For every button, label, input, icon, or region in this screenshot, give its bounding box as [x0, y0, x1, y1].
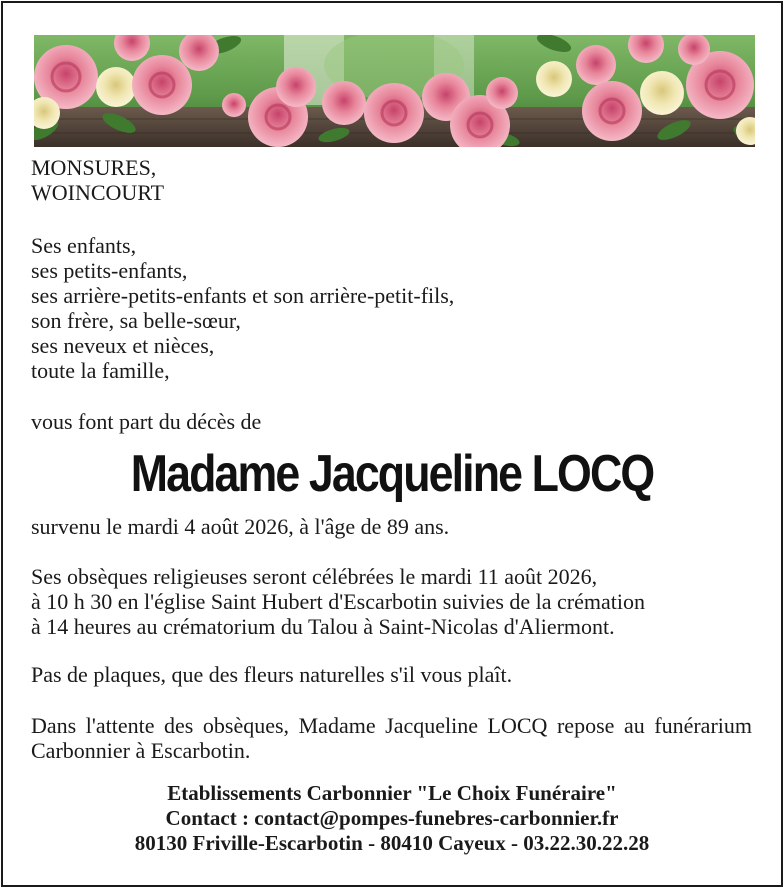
flowers-notice-line: Pas de plaques, que des fleurs naturelles s'il vous plaît.	[31, 662, 513, 687]
footer-company: Etablissements Carbonnier "Le Choix Funéraire"	[167, 781, 617, 805]
death-info-line: survenu le mardi 4 août 2026, à l'âge de 89 ans.	[31, 514, 450, 539]
location-line-1: MONSURES,	[31, 155, 157, 180]
announcement-text	[31, 409, 261, 434]
family-line-4: son frère, sa belle-sœur,	[31, 308, 241, 333]
footer-contact: Contact : contact@pompes-funebres-carbonnier.fr	[165, 806, 619, 830]
ceremony-line-2: à 10 h 30 en l'église Saint Hubert d'Escarbotin suivies de la crémation	[31, 589, 645, 614]
flowers-notice	[31, 662, 512, 687]
ceremony-info	[31, 564, 645, 639]
announcement-line: vous font part du décès de	[31, 409, 262, 434]
floral-banner-image	[34, 35, 755, 147]
funeral-home-footer	[0, 781, 784, 856]
location-line-2: WOINCOURT	[31, 180, 165, 205]
family-list	[31, 233, 454, 383]
family-line-6: toute la famille,	[31, 358, 170, 383]
death-info	[31, 514, 449, 539]
ceremony-line-3: à 14 heures au crématorium du Talou à Saint-Nicolas d'Aliermont.	[31, 614, 615, 639]
ceremony-line-1: Ses obsèques religieuses seront célébrées le mardi 11 août 2026,	[31, 564, 598, 589]
family-line-1: Ses enfants,	[31, 233, 137, 258]
family-line-5: ses neveux et nièces,	[31, 333, 215, 358]
location-header	[31, 155, 164, 205]
rest-notice: Dans l'attente des obsèques, Madame Jacqueline LOCQ repose au funérarium Carbonnier à Escarbotin.	[31, 713, 752, 763]
family-line-2: ses petits-enfants,	[31, 258, 188, 283]
deceased-name: Madame Jacqueline LOCQ	[130, 445, 654, 503]
family-line-3: ses arrière-petits-enfants et son arrière-petit-fils,	[31, 283, 455, 308]
footer-address: 80130 Friville-Escarbotin - 80410 Cayeux - 03.22.30.22.28	[134, 831, 650, 855]
